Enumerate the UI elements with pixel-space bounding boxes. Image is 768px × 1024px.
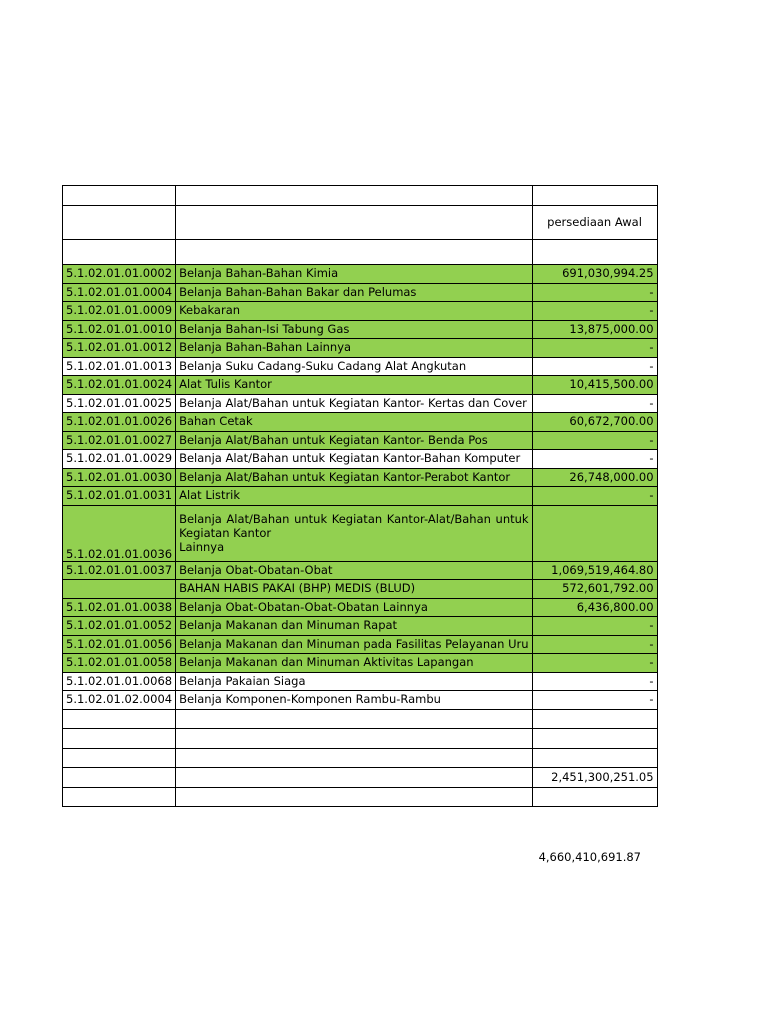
account-code-cell[interactable]: 5.1.02.01.01.0029 — [63, 450, 176, 469]
description-cell[interactable]: Belanja Obat-Obatan-Obat-Obatan Lainnya — [176, 598, 532, 617]
account-code-cell[interactable]: 5.1.02.01.01.0012 — [63, 339, 176, 358]
amount-cell[interactable]: 6,436,800.00 — [532, 598, 657, 617]
description-cell[interactable]: Belanja Bahan-Isi Tabung Gas — [176, 320, 532, 339]
account-code-cell[interactable]: 5.1.02.01.01.0031 — [63, 487, 176, 506]
account-code-cell[interactable]: 5.1.02.01.01.0009 — [63, 302, 176, 321]
cell[interactable] — [532, 729, 657, 749]
blank-header-row — [63, 240, 658, 265]
description-cell[interactable]: Belanja Alat/Bahan untuk Kegiatan Kantor-Bahan Komputer — [176, 450, 532, 469]
cell[interactable] — [176, 748, 532, 768]
description-cell[interactable]: Belanja Makanan dan Minuman Rapat — [176, 617, 532, 636]
cell[interactable] — [63, 729, 176, 749]
account-code-cell[interactable]: 5.1.02.01.01.0052 — [63, 617, 176, 636]
table-row — [63, 635, 658, 654]
blank-row — [63, 748, 658, 768]
amount-cell[interactable]: 26,748,000.00 — [532, 468, 657, 487]
amount-cell[interactable]: 691,030,994.25 — [532, 265, 657, 284]
cell[interactable] — [63, 748, 176, 768]
amount-cell[interactable]: - — [532, 357, 657, 376]
blank-row — [63, 729, 658, 749]
table-row — [63, 617, 658, 636]
cell[interactable] — [63, 186, 176, 206]
account-code-cell[interactable]: 5.1.02.01.01.0056 — [63, 635, 176, 654]
amount-cell[interactable]: - — [532, 283, 657, 302]
amount-cell[interactable]: 572,601,792.00 — [532, 580, 657, 599]
amount-cell[interactable]: - — [532, 691, 657, 710]
table-row — [63, 580, 658, 599]
description-cell[interactable]: BAHAN HABIS PAKAI (BHP) MEDIS (BLUD) — [176, 580, 532, 599]
cell[interactable] — [176, 709, 532, 729]
cell[interactable] — [63, 206, 176, 240]
amount-cell[interactable]: - — [532, 450, 657, 469]
account-code-cell[interactable]: 5.1.02.01.01.0068 — [63, 672, 176, 691]
amount-cell[interactable]: - — [532, 617, 657, 636]
table-row — [63, 487, 658, 506]
subtotal-row — [63, 768, 658, 788]
table-row — [63, 302, 658, 321]
amount-cell[interactable]: 13,875,000.00 — [532, 320, 657, 339]
amount-cell[interactable]: - — [532, 672, 657, 691]
description-cell[interactable]: Bahan Cetak — [176, 413, 532, 432]
blank-row — [63, 709, 658, 729]
description-cell[interactable]: Belanja Alat/Bahan untuk Kegiatan Kantor- Kertas dan Cover — [176, 394, 532, 413]
table-row — [63, 598, 658, 617]
header-row — [63, 206, 658, 240]
amount-cell[interactable]: - — [532, 302, 657, 321]
description-cell[interactable]: Belanja Alat/Bahan untuk Kegiatan Kantor- Benda Pos — [176, 431, 532, 450]
cell[interactable] — [532, 787, 657, 807]
description-cell[interactable]: Belanja Komponen-Komponen Rambu-Rambu — [176, 691, 532, 710]
account-code-cell[interactable]: 5.1.02.01.01.0037 — [63, 561, 176, 580]
description-cell[interactable]: Belanja Makanan dan Minuman Aktivitas Lapangan — [176, 654, 532, 673]
description-line: Lainnya — [179, 540, 225, 554]
table-row — [63, 320, 658, 339]
account-code-cell[interactable]: 5.1.02.01.01.0030 — [63, 468, 176, 487]
cell[interactable] — [532, 186, 657, 206]
cell[interactable] — [176, 768, 532, 788]
account-code-cell[interactable]: 5.1.02.01.01.0025 — [63, 394, 176, 413]
amount-cell[interactable]: - — [532, 635, 657, 654]
cell[interactable] — [176, 729, 532, 749]
account-code-cell[interactable]: 5.1.02.01.01.0004 — [63, 283, 176, 302]
amount-cell[interactable]: 60,672,700.00 — [532, 413, 657, 432]
cell[interactable] — [532, 709, 657, 729]
table-row — [63, 283, 658, 302]
cell[interactable] — [63, 709, 176, 729]
blank-header-row — [63, 186, 658, 206]
cell[interactable] — [176, 240, 532, 265]
blank-row — [63, 787, 658, 807]
amount-cell[interactable]: - — [532, 487, 657, 506]
cell[interactable] — [63, 787, 176, 807]
amount-cell[interactable]: - — [532, 431, 657, 450]
account-code-cell[interactable]: 5.1.02.01.01.0010 — [63, 320, 176, 339]
table-row — [63, 505, 658, 561]
cell[interactable] — [532, 240, 657, 265]
table-row — [63, 339, 658, 358]
cell[interactable] — [176, 206, 532, 240]
description-cell[interactable]: Belanja Bahan-Bahan Bakar dan Pelumas — [176, 283, 532, 302]
table-row — [63, 672, 658, 691]
cell[interactable] — [176, 787, 532, 807]
cell[interactable] — [63, 768, 176, 788]
table-row — [63, 265, 658, 284]
amount-cell[interactable]: - — [532, 339, 657, 358]
account-code-cell[interactable]: 5.1.02.01.02.0004 — [63, 691, 176, 710]
description-cell[interactable]: Alat Listrik — [176, 487, 532, 506]
account-code-cell[interactable]: 5.1.02.01.01.0027 — [63, 431, 176, 450]
amount-cell[interactable]: 1,069,519,464.80 — [532, 561, 657, 580]
table-row — [63, 413, 658, 432]
table-row — [63, 691, 658, 710]
table-row — [63, 376, 658, 395]
description-cell[interactable]: Alat Tulis Kantor — [176, 376, 532, 395]
table-row — [63, 561, 658, 580]
account-code-cell[interactable]: 5.1.02.01.01.0026 — [63, 413, 176, 432]
account-code-cell[interactable]: 5.1.02.01.01.0024 — [63, 376, 176, 395]
table-row — [63, 357, 658, 376]
table-row — [63, 431, 658, 450]
description-cell[interactable]: Belanja Pakaian Siaga — [176, 672, 532, 691]
description-cell[interactable]: Belanja Bahan-Bahan Lainnya — [176, 339, 532, 358]
account-code-cell[interactable]: 5.1.02.01.01.0036 — [63, 505, 176, 561]
description-cell[interactable] — [176, 505, 532, 561]
grand-total: 4,660,410,691.87 — [538, 850, 641, 864]
subtotal-cell[interactable]: 2,451,300,251.05 — [532, 768, 657, 788]
description-cell[interactable]: Belanja Suku Cadang-Suku Cadang Alat Angkutan — [176, 357, 532, 376]
description-cell[interactable]: Belanja Makanan dan Minuman pada Fasilitas Pelayanan Uru — [176, 635, 532, 654]
account-code-cell[interactable]: 5.1.02.01.01.0013 — [63, 357, 176, 376]
account-code-cell[interactable]: 5.1.02.01.01.0058 — [63, 654, 176, 673]
amount-cell[interactable]: - — [532, 654, 657, 673]
table-row — [63, 450, 658, 469]
account-code-cell[interactable] — [63, 580, 176, 599]
description-line: Belanja Alat/Bahan untuk Kegiatan Kantor-Alat/Bahan untuk Kegiatan Kantor — [179, 512, 529, 540]
amount-cell[interactable] — [532, 505, 657, 561]
amount-cell[interactable]: - — [532, 394, 657, 413]
cell[interactable] — [532, 748, 657, 768]
cell[interactable] — [176, 186, 532, 206]
description-cell[interactable]: Belanja Alat/Bahan untuk Kegiatan Kantor-Perabot Kantor — [176, 468, 532, 487]
table-row — [63, 654, 658, 673]
account-code-cell[interactable]: 5.1.02.01.01.0002 — [63, 265, 176, 284]
description-cell[interactable]: Kebakaran — [176, 302, 532, 321]
column-header-persediaan-awal[interactable]: persediaan Awal — [532, 206, 657, 240]
amount-cell[interactable]: 10,415,500.00 — [532, 376, 657, 395]
cell[interactable] — [63, 240, 176, 265]
table-row — [63, 468, 658, 487]
account-code-cell[interactable]: 5.1.02.01.01.0038 — [63, 598, 176, 617]
description-cell[interactable]: Belanja Obat-Obatan-Obat — [176, 561, 532, 580]
inventory-table — [62, 185, 658, 807]
description-cell[interactable]: Belanja Bahan-Bahan Kimia — [176, 265, 532, 284]
table-row — [63, 394, 658, 413]
